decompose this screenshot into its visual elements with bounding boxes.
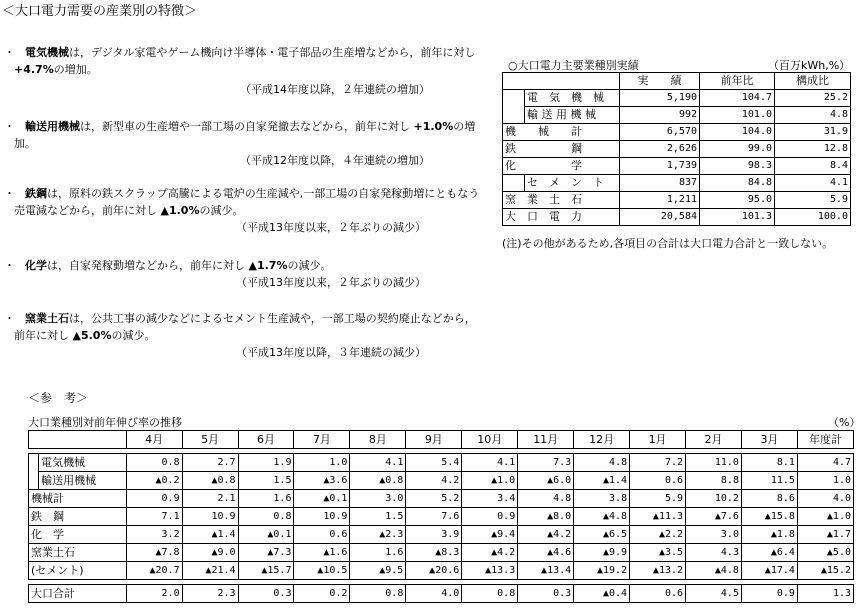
feature-text-after: の減少。 [111, 329, 156, 342]
feature-text: は，自家発稼動増などから，前年に対し [47, 259, 249, 272]
month-header: 3月 [741, 431, 797, 449]
reference-heading: ＜参 考＞ [28, 391, 89, 405]
row-label: 大口合計 [29, 585, 127, 603]
table-cell: 99.0 [700, 141, 775, 158]
table-cell: 3.2 [126, 526, 182, 544]
table-cell: 1.6 [350, 544, 406, 562]
table-cell: ▲0.1 [238, 526, 294, 544]
table-cell: 992 [620, 107, 700, 124]
table-cell: ▲3.5 [630, 544, 686, 562]
reference-unit: （%） [828, 416, 860, 429]
table-cell: ▲15.7 [238, 562, 294, 580]
row-label: 化 学 [29, 526, 127, 544]
feature-text-after: の減少。 [199, 204, 244, 217]
table-cell: 8.1 [741, 454, 797, 472]
table-cell: 101.3 [700, 209, 775, 226]
reference-caption: 大口業種別対前年伸び率の推移 [28, 416, 182, 429]
table-cell: 0.3 [238, 585, 294, 603]
bullet-5: ・ [4, 312, 15, 325]
table-cell: 0.6 [630, 585, 686, 603]
month-header: 10月 [462, 431, 518, 449]
table-cell: 3.8 [574, 490, 630, 508]
table-cell: 10.9 [294, 508, 350, 526]
feature-note: （平成13年度以来，２年ぶりの減少） [236, 276, 426, 289]
table-cell: ▲21.4 [182, 562, 238, 580]
row-label: 鉄 鋼 [29, 508, 127, 526]
table-cell: ▲13.3 [462, 562, 518, 580]
table-row [503, 158, 851, 175]
right-table-unit: （百万kWh,%） [768, 59, 851, 72]
right-table-caption: ○大口電力主要業種別実績 [508, 59, 639, 72]
feature-rate: ▲1.0% [160, 204, 200, 217]
month-header: 5月 [182, 431, 238, 449]
table-cell: ▲4.8 [574, 508, 630, 526]
table-cell: 1.6 [238, 490, 294, 508]
row-label: 鉄 鋼 [503, 141, 620, 158]
table-cell: 5.9 [775, 192, 851, 209]
table-cell: 4.1 [775, 175, 851, 192]
feature-name: 輸送用機械 [25, 120, 80, 133]
table-cell: 11.5 [741, 472, 797, 490]
table-row [503, 124, 851, 141]
feature-name: 電気機械 [25, 46, 69, 59]
row-label: 窯 業 土 石 [503, 192, 620, 209]
row-label: セ メ ン ト [525, 175, 620, 192]
table-cell: 104.0 [700, 124, 775, 141]
table-cell: ▲1.8 [741, 526, 797, 544]
feature-note: （平成13年度以降，３年連続の減少） [236, 346, 426, 359]
table-cell: ▲8.0 [518, 508, 574, 526]
table-cell: 7.2 [630, 454, 686, 472]
row-label: 窯業土石 [29, 544, 127, 562]
table-cell: ▲0.8 [350, 472, 406, 490]
row-label: 大 口 電 力 [503, 209, 620, 226]
table-row [29, 585, 854, 603]
growth-rate-table [28, 430, 854, 603]
feature-rate: ▲1.7% [248, 259, 288, 272]
table-cell: 0.9 [741, 585, 797, 603]
feature-transport [14, 118, 484, 152]
table-cell: ▲0.8 [182, 472, 238, 490]
table-cell: ▲7.6 [686, 508, 742, 526]
month-header: 11月 [518, 431, 574, 449]
table-cell: ▲3.6 [294, 472, 350, 490]
table-cell: 10.2 [686, 490, 742, 508]
table-cell: 100.0 [775, 209, 851, 226]
feature-steel [14, 185, 484, 219]
feature-rate: +1.0% [413, 120, 454, 133]
feature-name: 化学 [25, 259, 47, 272]
table-cell: ▲9.4 [462, 526, 518, 544]
feature-name: 窯業土石 [25, 312, 69, 325]
table-row [29, 472, 854, 490]
table-cell: 3.0 [350, 490, 406, 508]
table-cell: 104.7 [700, 90, 775, 107]
table-cell: ▲6.5 [574, 526, 630, 544]
table-cell: 2.1 [182, 490, 238, 508]
indent-cell [503, 175, 525, 192]
table-cell: ▲0.1 [294, 490, 350, 508]
feature-rate: ▲5.0% [72, 329, 112, 342]
table-cell: 0.9 [462, 508, 518, 526]
table-cell: 5.9 [630, 490, 686, 508]
feature-text-after: の減少。 [287, 259, 332, 272]
table-cell: 5.2 [406, 490, 462, 508]
table-cell: 8.6 [741, 490, 797, 508]
table-header-row [29, 431, 854, 449]
feature-rate: +4.7% [14, 63, 54, 76]
feature-chemical [14, 257, 484, 274]
feature-ceramics [14, 310, 484, 344]
table-cell: ▲6.0 [518, 472, 574, 490]
bullet-1: ・ [4, 46, 15, 59]
table-cell: ▲20.7 [126, 562, 182, 580]
table-cell: 0.8 [462, 585, 518, 603]
table-cell: 101.0 [700, 107, 775, 124]
table-row [29, 544, 854, 562]
table-cell: 4.1 [350, 454, 406, 472]
table-cell: 0.8 [238, 508, 294, 526]
table-cell: 31.9 [775, 124, 851, 141]
table-cell: 3.0 [686, 526, 742, 544]
table-cell: ▲20.6 [406, 562, 462, 580]
table-cell: ▲7.8 [126, 544, 182, 562]
table-cell: ▲1.0 [797, 508, 853, 526]
right-table-footnote: (注)その他があるため,各項目の合計は大口電力合計と一致しない。 [502, 237, 834, 250]
table-cell: ▲5.0 [797, 544, 853, 562]
table-cell: 4.8 [518, 490, 574, 508]
table-cell: ▲4.8 [686, 562, 742, 580]
table-cell: 4.5 [686, 585, 742, 603]
table-cell: ▲4.6 [518, 544, 574, 562]
feature-note: （平成12年度以降，４年連続の増加） [240, 154, 430, 167]
table-cell: 1,211 [620, 192, 700, 209]
table-cell: ▲13.2 [630, 562, 686, 580]
table-cell: 2.3 [182, 585, 238, 603]
row-label: 輸 送 用 機 械 [525, 107, 620, 124]
table-cell: 0.9 [126, 490, 182, 508]
table-cell: 1.0 [294, 454, 350, 472]
column-header: 前年比 [700, 73, 775, 90]
table-header-row [503, 73, 851, 90]
column-header: 構成比 [775, 73, 851, 90]
table-cell: 4.0 [406, 585, 462, 603]
table-cell: 8.4 [775, 158, 851, 175]
table-row [29, 562, 854, 580]
row-label: (セメント) [29, 562, 127, 580]
table-cell: 1,739 [620, 158, 700, 175]
table-cell: ▲11.3 [630, 508, 686, 526]
table-cell: 1.9 [238, 454, 294, 472]
table-cell: 2.7 [182, 454, 238, 472]
table-cell: ▲0.2 [126, 472, 182, 490]
table-cell: 0.8 [350, 585, 406, 603]
table-row [29, 490, 854, 508]
table-cell: ▲4.2 [462, 544, 518, 562]
table-cell: ▲1.0 [462, 472, 518, 490]
table-cell: ▲7.3 [238, 544, 294, 562]
table-cell: ▲1.4 [182, 526, 238, 544]
table-cell: 4.0 [797, 490, 853, 508]
month-header: 12月 [574, 431, 630, 449]
table-cell: 5,190 [620, 90, 700, 107]
table-cell: ▲2.2 [630, 526, 686, 544]
table-cell: 4.8 [775, 107, 851, 124]
row-label: 化 学 [503, 158, 620, 175]
table-cell: 95.0 [700, 192, 775, 209]
bullet-3: ・ [4, 187, 15, 200]
table-cell: ▲9.5 [350, 562, 406, 580]
table-cell: ▲1.4 [574, 472, 630, 490]
column-header: 実 績 [620, 73, 700, 90]
table-cell: 1.5 [238, 472, 294, 490]
row-label: 電気機械 [39, 454, 126, 472]
month-header: 7月 [294, 431, 350, 449]
table-cell: 0.8 [126, 454, 182, 472]
table-cell: 11.0 [686, 454, 742, 472]
table-cell: ▲15.8 [741, 508, 797, 526]
table-cell: 98.3 [700, 158, 775, 175]
table-cell: 837 [620, 175, 700, 192]
table-cell: ▲4.2 [518, 526, 574, 544]
month-header: 9月 [406, 431, 462, 449]
table-row [503, 141, 851, 158]
table-cell: 4.1 [462, 454, 518, 472]
month-header: 年度計 [797, 431, 853, 449]
table-row [503, 175, 851, 192]
feature-electrical [14, 44, 484, 78]
feature-note: （平成13年度以来，２年ぶりの減少） [236, 221, 426, 234]
table-row [29, 526, 854, 544]
table-cell: 84.8 [700, 175, 775, 192]
feature-text-after: の増加。 [14, 120, 476, 150]
table-cell: ▲2.3 [350, 526, 406, 544]
month-header: 2月 [686, 431, 742, 449]
table-row [503, 192, 851, 209]
table-cell: ▲19.2 [574, 562, 630, 580]
bullet-2: ・ [4, 120, 15, 133]
table-cell: 0.6 [294, 526, 350, 544]
table-cell: 5.4 [406, 454, 462, 472]
industry-results-table [502, 72, 851, 226]
table-corner [503, 73, 620, 90]
table-cell: 3.4 [462, 490, 518, 508]
table-row [29, 454, 854, 472]
table-cell: ▲17.4 [741, 562, 797, 580]
table-cell: 8.8 [686, 472, 742, 490]
table-cell: 1.3 [797, 585, 853, 603]
table-cell: 25.2 [775, 90, 851, 107]
indent-cell [503, 90, 525, 124]
table-cell: 1.0 [797, 472, 853, 490]
table-cell: 4.8 [574, 454, 630, 472]
feature-text: は，公共工事の減少などによるセメント生産減や，一部工場の契約廃止などから，前年に対し [14, 312, 476, 342]
table-cell: ▲9.9 [574, 544, 630, 562]
table-row [503, 107, 851, 124]
table-cell: ▲15.2 [797, 562, 853, 580]
table-row [503, 90, 851, 107]
month-header: 4月 [126, 431, 182, 449]
feature-text: は，デジタル家電やゲーム機向け半導体・電子部品の生産増などから，前年に対し [69, 46, 476, 59]
feature-note: （平成14年度以降，２年連続の増加） [240, 83, 430, 96]
month-header: 1月 [630, 431, 686, 449]
table-cell: ▲10.5 [294, 562, 350, 580]
feature-text: は，新型車の生産増や一部工場の自家発撤去などから，前年に対し [80, 120, 414, 133]
table-cell: 7.3 [518, 454, 574, 472]
table-cell: ▲0.4 [574, 585, 630, 603]
table-cell: 4.2 [406, 472, 462, 490]
table-cell: ▲6.4 [741, 544, 797, 562]
row-label: 電 気 機 械 [525, 90, 620, 107]
table-cell: 2.0 [126, 585, 182, 603]
feature-text-after: の増加。 [53, 63, 98, 76]
table-cell: 6,570 [620, 124, 700, 141]
row-label: 機械計 [29, 490, 127, 508]
table-cell: 7.6 [406, 508, 462, 526]
table-cell: 20,584 [620, 209, 700, 226]
table-cell: 3.9 [406, 526, 462, 544]
row-label: 輸送用機械 [39, 472, 126, 490]
table-cell: ▲1.7 [797, 526, 853, 544]
page-title: ＜大口電力需要の産業別の特徴＞ [2, 4, 198, 19]
table-cell: 4.7 [797, 454, 853, 472]
table-cell: ▲8.3 [406, 544, 462, 562]
table-cell: 0.6 [630, 472, 686, 490]
table-row [503, 209, 851, 226]
table-cell: 12.8 [775, 141, 851, 158]
table-cell: 0.3 [518, 585, 574, 603]
table-cell: 7.1 [126, 508, 182, 526]
indent-cell [29, 454, 39, 490]
month-header: 8月 [350, 431, 406, 449]
table-corner [29, 431, 127, 449]
table-cell: ▲13.4 [518, 562, 574, 580]
bullet-4: ・ [4, 259, 15, 272]
table-cell: ▲1.6 [294, 544, 350, 562]
table-row [29, 508, 854, 526]
feature-name: 鉄鋼 [25, 187, 47, 200]
row-label: 機 械 計 [503, 124, 620, 141]
table-cell: 0.2 [294, 585, 350, 603]
table-cell: 4.3 [686, 544, 742, 562]
month-header: 6月 [238, 431, 294, 449]
table-cell: 1.5 [350, 508, 406, 526]
table-cell: 2,626 [620, 141, 700, 158]
feature-text: は，原料の鉄スクラップ高騰による電炉の生産減や,一部工場の自家発稼動増にともなう売電減などから，前年に対し [14, 187, 480, 217]
table-cell: ▲9.0 [182, 544, 238, 562]
table-cell: 10.9 [182, 508, 238, 526]
